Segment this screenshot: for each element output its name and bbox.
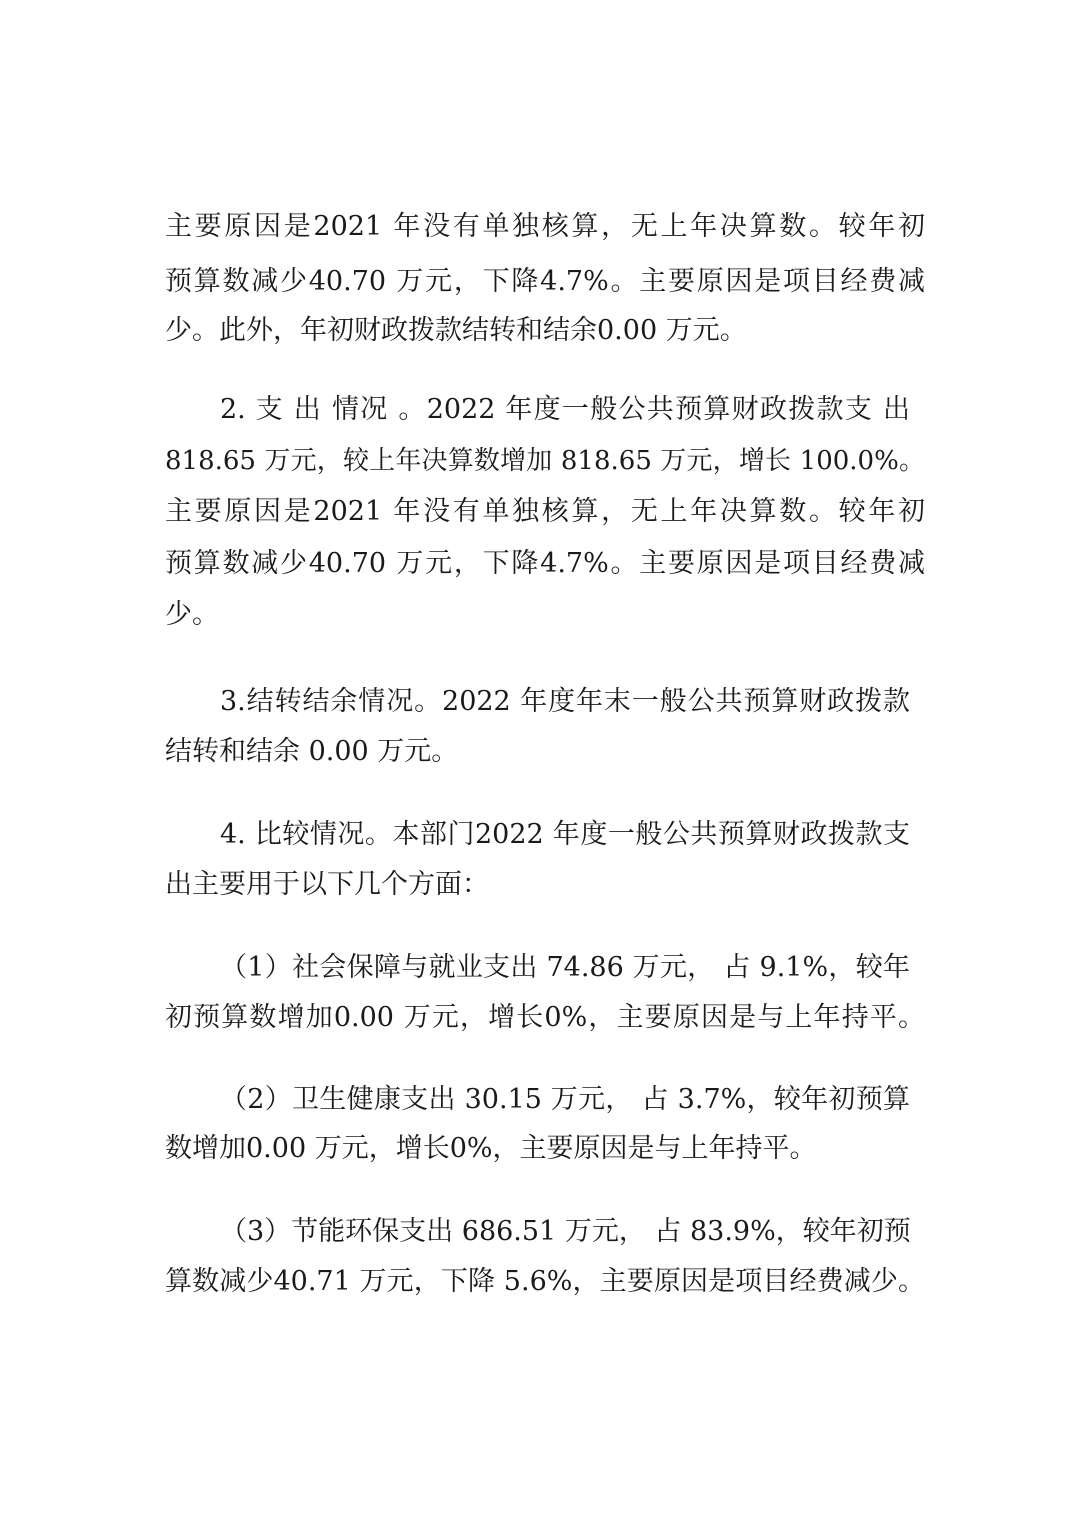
- paragraph-3-line-1: 3.结转结余情况。2022 年度年末一般公共预算财政拨款: [220, 686, 910, 717]
- paragraph-1-line-3: 少。此外，年初财政拨款结转和结余0.00 万元。: [165, 315, 747, 346]
- paragraph-3-line-2: 结转和结余 0.00 万元。: [165, 736, 459, 767]
- paragraph-7-line-1: （3）节能环保支出 686.51 万元， 占 83.9%，较年初预: [220, 1216, 911, 1247]
- paragraph-1-line-1: 主要原因是2021 年没有单独核算，无上年决算数。较年初: [165, 211, 925, 242]
- paragraph-7-line-2: 算数减少40.71 万元，下降 5.6%，主要原因是项目经费减少。: [165, 1266, 925, 1297]
- paragraph-4-line-2: 出主要用于以下几个方面：: [165, 869, 489, 900]
- paragraph-6-line-2: 数增加0.00 万元，增长0%，主要原因是与上年持平。: [165, 1133, 817, 1164]
- paragraph-5-line-1: （1）社会保障与就业支出 74.86 万元， 占 9.1%，较年: [220, 952, 910, 983]
- paragraph-1-line-2: 预算数减少40.70 万元，下降4.7%。主要原因是项目经费减: [165, 266, 925, 297]
- paragraph-4-line-1: 4. 比较情况。本部门2022 年度一般公共预算财政拨款支: [220, 819, 910, 850]
- paragraph-5-line-2: 初预算数增加0.00 万元，增长0%，主要原因是与上年持平。: [165, 1002, 925, 1033]
- paragraph-2-line-4: 预算数减少40.70 万元，下降4.7%。主要原因是项目经费减: [165, 548, 925, 579]
- paragraph-2-line-5: 少。: [165, 599, 219, 630]
- paragraph-2-line-2: 818.65 万元，较上年决算数增加 818.65 万元，增长 100.0%。: [165, 446, 925, 476]
- paragraph-6-line-1: （2）卫生健康支出 30.15 万元， 占 3.7%，较年初预算: [220, 1084, 910, 1115]
- paragraph-2-line-1: 2. 支 出 情况 。2022 年度一般公共预算财政拨款支 出: [220, 394, 910, 425]
- paragraph-2-line-3: 主要原因是2021 年没有单独核算，无上年决算数。较年初: [165, 496, 925, 527]
